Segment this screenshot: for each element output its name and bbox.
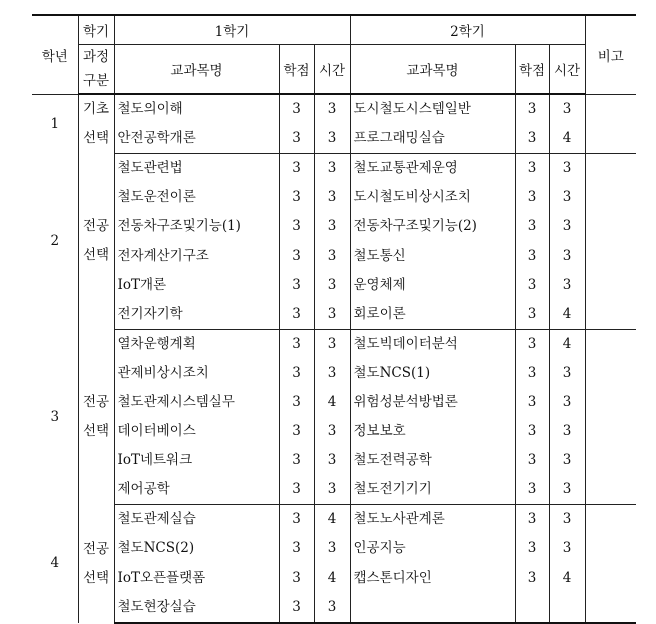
category-line2: 선택	[82, 569, 110, 586]
table-row	[32, 564, 636, 593]
s1-hours: 4	[314, 564, 350, 593]
s1-course-name: IoT개론	[114, 271, 279, 300]
header-category-line1: 과정	[82, 49, 110, 65]
remarks-cell	[585, 534, 636, 563]
s1-course-name: 제어공학	[114, 475, 279, 505]
s2-credits: 3	[515, 94, 549, 124]
header-s2-course-name: 교과목명	[350, 45, 515, 95]
category-cell	[78, 94, 114, 154]
s1-credits: 3	[279, 388, 314, 417]
s1-course-name: 안전공학개론	[114, 124, 279, 154]
s2-hours: 3	[549, 154, 585, 184]
s1-course-name: 철도NCS(2)	[114, 534, 279, 563]
header-category	[78, 45, 114, 95]
s2-course-name: 캡스톤디자인	[350, 564, 515, 593]
s2-hours: 3	[549, 271, 585, 300]
s1-course-name: 철도관제시스템실무	[114, 388, 279, 417]
remarks-cell	[585, 564, 636, 593]
remarks-cell	[585, 505, 636, 535]
table-row	[32, 417, 636, 446]
s1-course-name: 데이터베이스	[114, 417, 279, 446]
s1-credits: 3	[279, 212, 314, 241]
header-year: 학년	[32, 15, 78, 94]
category-line2: 선택	[82, 247, 110, 264]
remarks-cell	[585, 388, 636, 417]
s2-hours: 4	[549, 564, 585, 593]
table-row	[32, 446, 636, 475]
s1-hours: 3	[314, 271, 350, 300]
s1-credits: 3	[279, 154, 314, 184]
s2-credits: 3	[515, 475, 549, 505]
s2-course-name: 철도전기기기	[350, 475, 515, 505]
s1-credits: 3	[279, 534, 314, 563]
s1-credits: 3	[279, 94, 314, 124]
header-s1-credits: 학점	[279, 45, 314, 95]
s1-hours: 3	[314, 593, 350, 623]
s1-hours: 3	[314, 183, 350, 212]
s2-hours: 3	[549, 359, 585, 388]
s1-hours: 3	[314, 446, 350, 475]
s2-credits: 3	[515, 271, 549, 300]
s1-hours: 3	[314, 154, 350, 184]
s2-credits: 3	[515, 154, 549, 184]
s2-course-name: 인공지능	[350, 534, 515, 563]
category-cell	[78, 505, 114, 623]
curriculum-table-container	[32, 14, 636, 624]
category-cell	[78, 329, 114, 505]
s2-course-name: 운영체제	[350, 271, 515, 300]
s2-hours: 4	[549, 329, 585, 359]
s2-credits: 3	[515, 388, 549, 417]
table-row	[32, 505, 636, 535]
s2-credits: 3	[515, 417, 549, 446]
s1-credits: 3	[279, 564, 314, 593]
curriculum-table	[32, 14, 636, 624]
s2-course-name: 회로이론	[350, 300, 515, 330]
remarks-cell	[585, 446, 636, 475]
s2-hours: 3	[549, 505, 585, 535]
s1-credits: 3	[279, 183, 314, 212]
s2-course-name: 도시철도시스템일반	[350, 94, 515, 124]
s2-hours: 3	[549, 388, 585, 417]
s2-hours: 3	[549, 417, 585, 446]
s2-course-name: 철도교통관제운영	[350, 154, 515, 184]
s1-hours: 3	[314, 94, 350, 124]
s2-course-name: 철도빅데이터분석	[350, 329, 515, 359]
s1-hours: 3	[314, 241, 350, 270]
header-sem2: 2학기	[350, 15, 585, 45]
category-line1: 전공	[82, 540, 110, 557]
s2-credits: 3	[515, 564, 549, 593]
remarks-cell	[585, 124, 636, 154]
s2-credits: 3	[515, 359, 549, 388]
header-s2-hours: 시간	[549, 45, 585, 95]
remarks-cell	[585, 359, 636, 388]
s2-hours	[549, 593, 585, 623]
table-row	[32, 183, 636, 212]
s2-hours: 3	[549, 241, 585, 270]
s2-course-name: 전동차구조및기능(2)	[350, 212, 515, 241]
s1-course-name: IoT오픈플랫폼	[114, 564, 279, 593]
s1-credits: 3	[279, 271, 314, 300]
s1-hours: 4	[314, 505, 350, 535]
table-row	[32, 241, 636, 270]
s2-course-name: 철도전력공학	[350, 446, 515, 475]
remarks-cell	[585, 300, 636, 330]
s1-course-name: IoT네트워크	[114, 446, 279, 475]
s1-course-name: 철도운전이론	[114, 183, 279, 212]
header-sem1: 1학기	[114, 15, 350, 45]
remarks-cell	[585, 241, 636, 270]
s2-hours: 3	[549, 475, 585, 505]
table-row	[32, 388, 636, 417]
s2-course-name: 정보보호	[350, 417, 515, 446]
s1-hours: 3	[314, 329, 350, 359]
s1-course-name: 열차운행계획	[114, 329, 279, 359]
table-row	[32, 94, 636, 124]
s2-credits: 3	[515, 241, 549, 270]
s2-hours: 3	[549, 212, 585, 241]
header-s1-course-name: 교과목명	[114, 45, 279, 95]
header-s2-credits: 학점	[515, 45, 549, 95]
table-row	[32, 212, 636, 241]
category-line1: 전공	[82, 394, 110, 411]
s1-credits: 3	[279, 300, 314, 330]
remarks-cell	[585, 271, 636, 300]
year-cell: 2	[32, 154, 78, 330]
table-row	[32, 534, 636, 563]
s2-course-name: 철도NCS(1)	[350, 359, 515, 388]
table-row	[32, 154, 636, 184]
s1-course-name: 관제비상시조치	[114, 359, 279, 388]
remarks-cell	[585, 154, 636, 184]
s2-credits: 3	[515, 505, 549, 535]
s2-hours: 3	[549, 446, 585, 475]
table-row	[32, 593, 636, 623]
table-row	[32, 271, 636, 300]
table-row	[32, 300, 636, 330]
table-row	[32, 359, 636, 388]
s1-hours: 3	[314, 300, 350, 330]
header-category-line2: 구분	[82, 73, 110, 89]
remarks-cell	[585, 593, 636, 623]
s2-course-name: 프로그래밍실습	[350, 124, 515, 154]
s1-hours: 3	[314, 534, 350, 563]
s2-hours: 4	[549, 124, 585, 154]
category-line2: 선택	[82, 130, 110, 147]
s2-hours: 3	[549, 94, 585, 124]
s1-credits: 3	[279, 446, 314, 475]
s1-course-name: 철도현장실습	[114, 593, 279, 623]
year-cell: 1	[32, 94, 78, 154]
s2-course-name: 철도노사관계론	[350, 505, 515, 535]
header-semester-label: 학기	[78, 15, 114, 45]
s1-course-name: 전자계산기구조	[114, 241, 279, 270]
s1-hours: 3	[314, 124, 350, 154]
s1-credits: 3	[279, 593, 314, 623]
remarks-cell	[585, 329, 636, 359]
s2-course-name: 도시철도비상시조치	[350, 183, 515, 212]
remarks-cell	[585, 475, 636, 505]
s1-credits: 3	[279, 241, 314, 270]
s1-hours: 3	[314, 475, 350, 505]
s1-course-name: 철도관련법	[114, 154, 279, 184]
s2-credits: 3	[515, 329, 549, 359]
header-s1-hours: 시간	[314, 45, 350, 95]
remarks-cell	[585, 417, 636, 446]
header-remarks: 비고	[585, 15, 636, 94]
category-line1: 전공	[82, 218, 110, 235]
category-cell	[78, 154, 114, 330]
s2-credits: 3	[515, 124, 549, 154]
remarks-cell	[585, 183, 636, 212]
s1-course-name: 전동차구조및기능(1)	[114, 212, 279, 241]
s1-hours: 3	[314, 212, 350, 241]
s1-hours: 4	[314, 388, 350, 417]
remarks-cell	[585, 94, 636, 124]
s1-course-name: 전기자기학	[114, 300, 279, 330]
s2-hours: 3	[549, 534, 585, 563]
s2-credits: 3	[515, 446, 549, 475]
table-body	[32, 94, 636, 623]
s2-course-name: 위험성분석방법론	[350, 388, 515, 417]
table-row	[32, 329, 636, 359]
s2-credits: 3	[515, 300, 549, 330]
table-row	[32, 124, 636, 154]
s2-credits: 3	[515, 183, 549, 212]
s1-credits: 3	[279, 124, 314, 154]
s2-course-name: 철도통신	[350, 241, 515, 270]
table-header	[32, 15, 636, 94]
s2-credits: 3	[515, 534, 549, 563]
year-cell: 4	[32, 505, 78, 623]
year-cell: 3	[32, 329, 78, 505]
s2-course-name	[350, 593, 515, 623]
s1-course-name: 철도의이해	[114, 94, 279, 124]
s1-credits: 3	[279, 475, 314, 505]
remarks-cell	[585, 212, 636, 241]
s1-credits: 3	[279, 505, 314, 535]
s1-credits: 3	[279, 359, 314, 388]
s2-credits	[515, 593, 549, 623]
category-line2: 선택	[82, 423, 110, 440]
category-line1: 기초	[82, 101, 110, 118]
s1-hours: 3	[314, 417, 350, 446]
s1-credits: 3	[279, 329, 314, 359]
table-row	[32, 475, 636, 505]
s2-hours: 3	[549, 183, 585, 212]
s2-hours: 4	[549, 300, 585, 330]
s1-hours: 3	[314, 359, 350, 388]
s1-course-name: 철도관제실습	[114, 505, 279, 535]
s2-credits: 3	[515, 212, 549, 241]
s1-credits: 3	[279, 417, 314, 446]
